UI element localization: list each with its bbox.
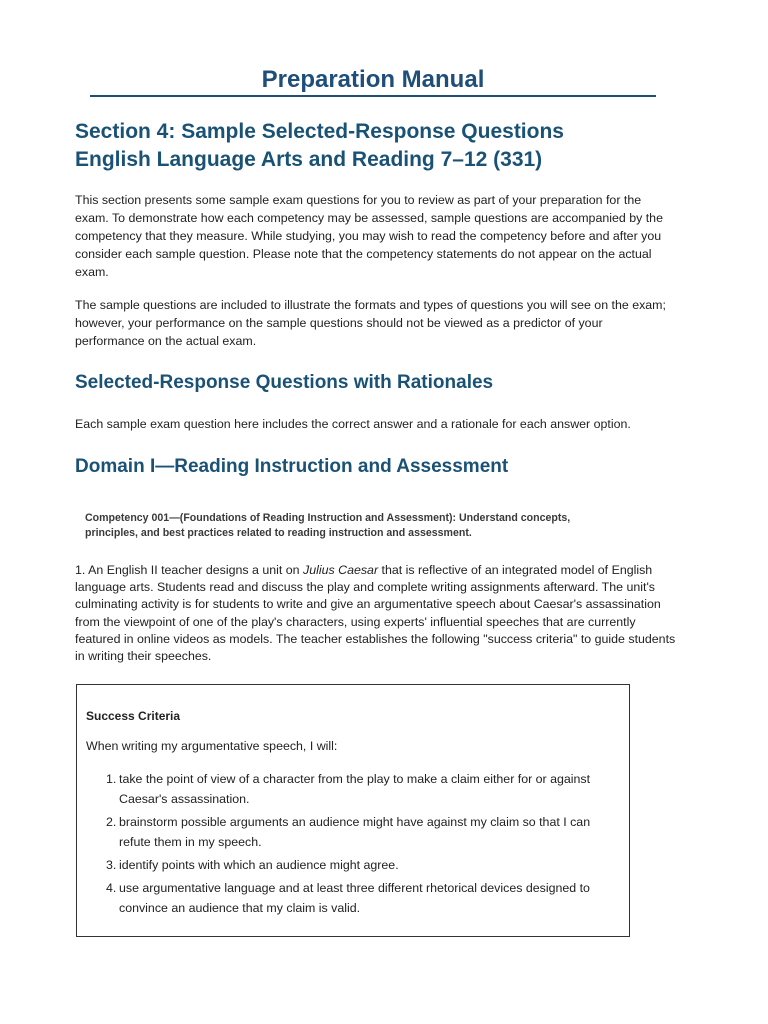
question-1-work-title: Julius Caesar (303, 563, 379, 577)
section-heading-line2: English Language Arts and Reading 7–12 (331) (75, 148, 543, 171)
intro-paragraph-2: The sample questions are included to illustrate the formats and types of questions you will see on the exam; however, your performance on the sample questions should not be viewed as a predictor of your performance on the actual exam. (75, 298, 666, 348)
criteria-item-number: 4. (106, 881, 117, 895)
section-heading (75, 118, 715, 174)
question-1 (75, 562, 677, 665)
criteria-item-text: identify points with which an audience might agree. (119, 858, 399, 872)
question-1-lead: 1. An English II teacher designs a unit on (75, 563, 303, 577)
manual-title: Preparation Manual (261, 66, 485, 93)
criteria-item-number: 3. (106, 858, 117, 872)
success-criteria-list (86, 769, 606, 921)
criteria-item-text: use argumentative language and at least three different rhetorical devices designed to convince an audience that my claim is valid. (119, 881, 590, 915)
rationales-text: Each sample exam question here includes the correct answer and a rationale for each answer option. (75, 417, 631, 431)
section-heading-line1: Section 4: Sample Selected-Response Questions (75, 120, 564, 143)
criteria-item (86, 812, 606, 852)
success-criteria-title: Success Criteria (86, 709, 181, 723)
criteria-item (86, 855, 606, 875)
domain-heading: Domain I—Reading Instruction and Assessment (75, 456, 509, 477)
criteria-item-text: brainstorm possible arguments an audience might have against my claim so that I can refute them in my speech. (119, 815, 591, 849)
success-criteria-box (76, 684, 630, 937)
criteria-item (86, 769, 606, 809)
criteria-item (86, 878, 606, 918)
title-underline (90, 95, 656, 97)
question-1-rest: that is reflective of an integrated model of English language arts. Students read and discuss the play and complete writing assignments afterward. The unit's culminating activity is for students to write and give an argumentative speech about Caesar's assassination from the viewpoint of one of the play's characters, using experts' influential speeches that are currently featured in online videos as models. The teacher establishes the following "success criteria" to guide students in writing their speeches. (75, 563, 676, 664)
criteria-item-text: take the point of view of a character from the play to make a claim either for or against Caesar's assassination. (119, 772, 591, 806)
criteria-item-number: 2. (106, 815, 117, 829)
criteria-item-number: 1. (106, 772, 117, 786)
competency-statement: Competency 001—(Foundations of Reading Instruction and Assessment): Understand concepts, principles, and best practices related to reading instruction and assessment. (85, 512, 571, 539)
rationales-heading: Selected-Response Questions with Rationales (75, 372, 494, 393)
success-criteria-intro: When writing my argumentative speech, I will: (86, 739, 338, 753)
intro-paragraph-1: This section presents some sample exam questions for you to review as part of your preparation for the exam. To demonstrate how each competency may be assessed, sample questions are accompanied by the competency that they measure. While studying, you may wish to read the competency before and after you consider each sample question. Please note that the competency statements do not appear on the actual exam. (75, 193, 663, 279)
